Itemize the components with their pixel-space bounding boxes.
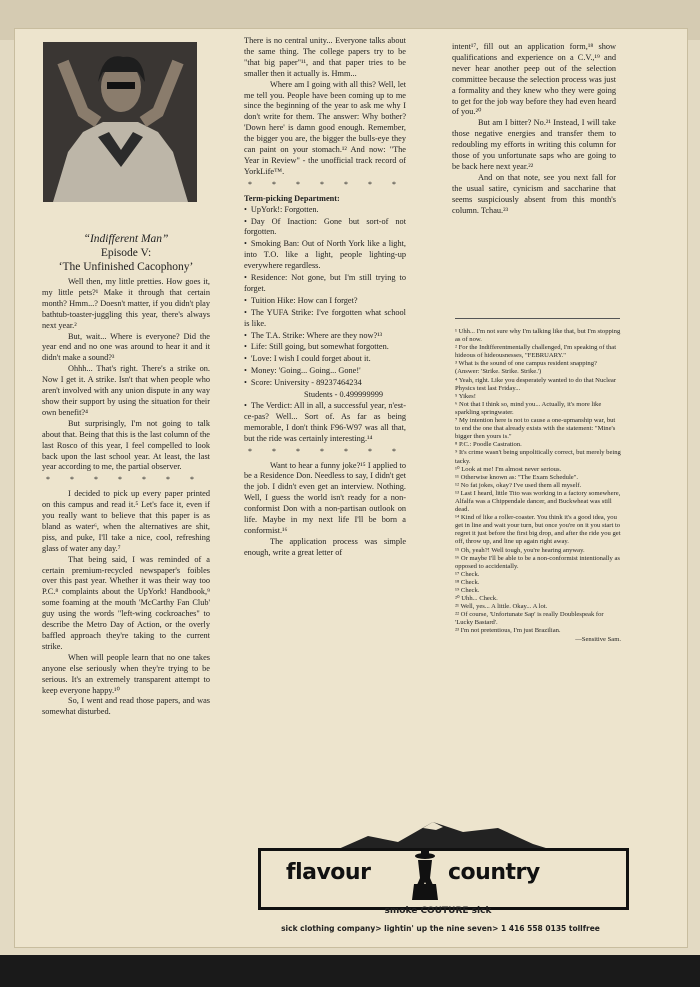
list-item: • Money: 'Going... Going... Gone!' [244,366,406,377]
paragraph: When will people learn that no one takes anyone else seriously when they're trying to be serious. It's an extremely transparent attempt to keep everyone happy.¹⁰ [42,652,210,695]
paragraph: But am I bitter? No.²¹ Instead, I will take those negative energies and transfer them to redoubling my efforts in writing this column for those of you unfortunate saps who are going to be back here next year.²² [452,118,616,171]
footnote: ¹⁷ Check. [455,570,480,578]
cowboy-icon [410,848,440,904]
footnote: ¹ Uhh... I'm not sure why I'm talking like that, but I'm stopping as of now. [455,328,621,344]
ad-tagline: sick clothing company> lightin' up the nine seven> 1 416 558 0135 tollfree [281,924,600,933]
list-item: • The T.A. Strike: Where are they now?¹³ [244,331,406,342]
flavour-country-ad [258,818,623,936]
list-item: • 'Love: I wish I could forget about it. [244,354,406,365]
paragraph: That being said, I was reminded of a certain premium-recycled newspaper's foibles over this past year. Whether it was their way too P.C.⁸ complaints about the UpYork! Handbook,⁹ some foaming at the mouth 'McCarthy Fan Club' guy using the words "left-wing cockroaches" to describe the Metro Day of Action, or the overly baffled approach they're taking to the current strike. [42,554,210,651]
list-item: • UpYork!: Forgotten. [244,205,406,216]
footnotes [455,328,621,644]
footnote: ²¹ Well, yes... A little. Okay... A lot. [455,603,548,611]
footnote: ¹² No fat jokes, okay? I've used them all myself. [455,481,582,489]
ad-brand-left: flavour [286,860,371,885]
list-item: • Life: Still going, but somewhat forgotten. [244,342,406,353]
paragraph: I decided to pick up every paper printed on this campus and read it.⁵ Let's face it, even if you really want to believe that this paper is as bland as water⁶, when the alternatives are shit, piss, and puke, I'll take a nice, cool, refreshing glass of water any day.⁷ [42,489,210,553]
footnote: ¹¹ Otherwise known as: "The Exam Schedule". [455,473,579,481]
headline-episode: Episode V: [100,247,152,259]
ad-smoke-line: smoke COUTURE sick [384,906,492,916]
paragraph: And on that note, see you next fall for the usual satire, cynicism and saccharine that seems suspiciously absent from this month's column. Tchau.²³ [452,172,616,215]
column-2 [244,36,406,559]
paragraph: The application process was simple enough, write a great letter of [244,536,406,557]
paragraph: Ohhh... That's right. There's a strike on. Now I get it. A strike. Isn't that when people who aren't involved with any union dispute in any way show their support by using the situation for their own benefit?⁴ [42,364,210,417]
footnote: ¹⁵ Oh, yeah?! Well tough, you're hearing anyway. [455,546,585,554]
paragraph: So, I went and read those papers, and was somewhat disturbed. [42,696,210,717]
signature: —Sensitive Sam. [575,635,621,643]
footnote: ²⁰ Uhh... Check. [455,595,498,603]
footnote: ²² Of course, 'Unfortunate Sap' is really Doublespeak for 'Lucky Bastard'. [455,611,604,627]
star-divider: * * * * * * * [46,475,203,485]
section-title: Term-picking Department: [244,193,340,203]
footnote: ⁸ P.C.: Poodle Castration. [455,441,522,449]
column-3 [452,42,616,217]
footnote: ¹³ Last I heard, little Tito was working in a factory somewhere, Alfalfa was a Chippendale dancer, and Buckwheat was still dead. [455,489,621,514]
headline-title: “Indifferent Man” [83,233,169,245]
footnote: ³ What is the sound of one campus resident snapping? (Answer: 'Strike. Strike. Strike.') [455,360,597,376]
footnote: ¹⁹ Check. [455,587,480,594]
paragraph: But surprisingly, I'm not going to talk about that. Being that this is the last column of the last Rosco of this year, I feel compelled to look back upon the last school year. At least, the last year according to me, the partial observer. [42,418,210,472]
footnote: ⁴ Yeah, right. Like you desperately wanted to do that Nuclear Physics test last Friday... [455,376,617,392]
list-item: • Day Of Inaction: Gone but sort-of not forgotten. [244,217,406,239]
column-1 [42,232,210,718]
ad-brand-right: country [448,860,540,885]
paragraph: Want to hear a funny joke?¹⁵ I applied to be a Residence Don. Needless to say, I didn't get the job. I didn't even get an interview. Nothing. Well, I guess the world isn't ready for a non-conformist Don with a non-partisan outlook on life. Maybe in my next life I'll be born a conformist.¹⁶ [244,460,406,535]
footnote: ⁶ Not that I think so, mind you... Actually, it's more like sparkling springwater. [455,400,602,416]
footnote: ⁵ Yikes! [455,392,476,400]
paragraph: Where am I going with all this? Well, let me tell you. People have been coming up to me since the beginning of the year to ask me why I don't write for them. The answer: Why bother? 'Down here' is damn good enough. Remember, the bigger you are, the bigger the bulls-eye they can paint on your stomach.¹² And now: "The Year in Review" - the unofficial track record of YorkLife™. [244,79,406,176]
footnote: ¹⁸ Check. [455,578,480,586]
list-item: • Residence: Not gone, but I'm still trying to forget. [244,273,406,295]
paragraph: Well then, my little pretties. How goes it, my little pets?¹ Make it through that certain month? Hmm...? Doesn't matter, if you didn't play bathtub-toaster-juggling this year, there's always next year.² [42,277,210,330]
star-divider: * * * * * * * [248,179,405,189]
footnote: ¹⁶ Or maybe I'll be able to be a non-conformist intentionally as opposed to accidentally. [455,554,620,570]
scan-bottom-strip [0,955,700,987]
footnote: ²³ I'm not pretentious, I'm just Brazilian. [455,627,561,635]
footnote: ² For the Indifferentmentally challenged, I'm speaking of that hideous of hideousnesses, "FEBRUARY." [455,344,617,360]
list-item: • The Verdict: All in all, a successful year, n'est-ce-pas? Well... Sort of. As far as being memorable, I don't think F96-W97 was all that, but the ride was certainly interesting.¹⁴ [244,401,406,445]
paragraph: intent¹⁷, fill out an application form,¹⁸ show qualifications and experience on a C.V.,¹⁹ and never hear another peep out of the selection committee because the selection process was just a formality and they knew who they were going to get for the job way before they had even heard of you.²⁰ [452,42,616,117]
footnote: ⁷ My intention here is not to cause a one-upmanship war, but to end the one that already exists with the statement: "Mine's bigger then yours is." [455,417,616,441]
list-item: • Score: University - 89237464234 [244,378,406,389]
list-item: • Smoking Ban: Out of North York like a light, into T.O. like a light, people lighting-up everywhere regardless. [244,239,406,272]
star-divider: * * * * * * * [248,446,405,456]
paragraph: There is no central unity... Everyone talks about the same thing. The college papers try to be "that big paper"¹¹, and that paper tries to be smaller then it actually is. Hmm... [244,36,406,78]
footnote: ¹⁰ Look at me! I'm almost never serious. [455,465,562,473]
headline-subtitle: ‘The Unfinished Cacophony’ [58,261,194,273]
paragraph: But, wait... Where is everyone? Did the year end and no one was around to hear it and it didn't make a sound?³ [42,331,210,363]
columnist-photo [43,42,197,202]
list-item: • The YUFA Strike: I've forgotten what school is like. [244,308,406,330]
footnote: ¹⁴ Kind of like a roller-coaster. You think it's a good idea, you get in line and wait your turn, but once you're on it you start to regret it just before the first big drop, and after the ride you get off, throw up, and line up again right away. [455,514,621,546]
list-item: Students - 0.499999999 [304,390,384,400]
footnote-rule [455,318,620,319]
footnote: ⁹ It's crime wasn't being unpolitically correct, but merely being tacky. [455,449,621,465]
list-item: • Tuition Hike: How can I forget? [244,296,406,307]
